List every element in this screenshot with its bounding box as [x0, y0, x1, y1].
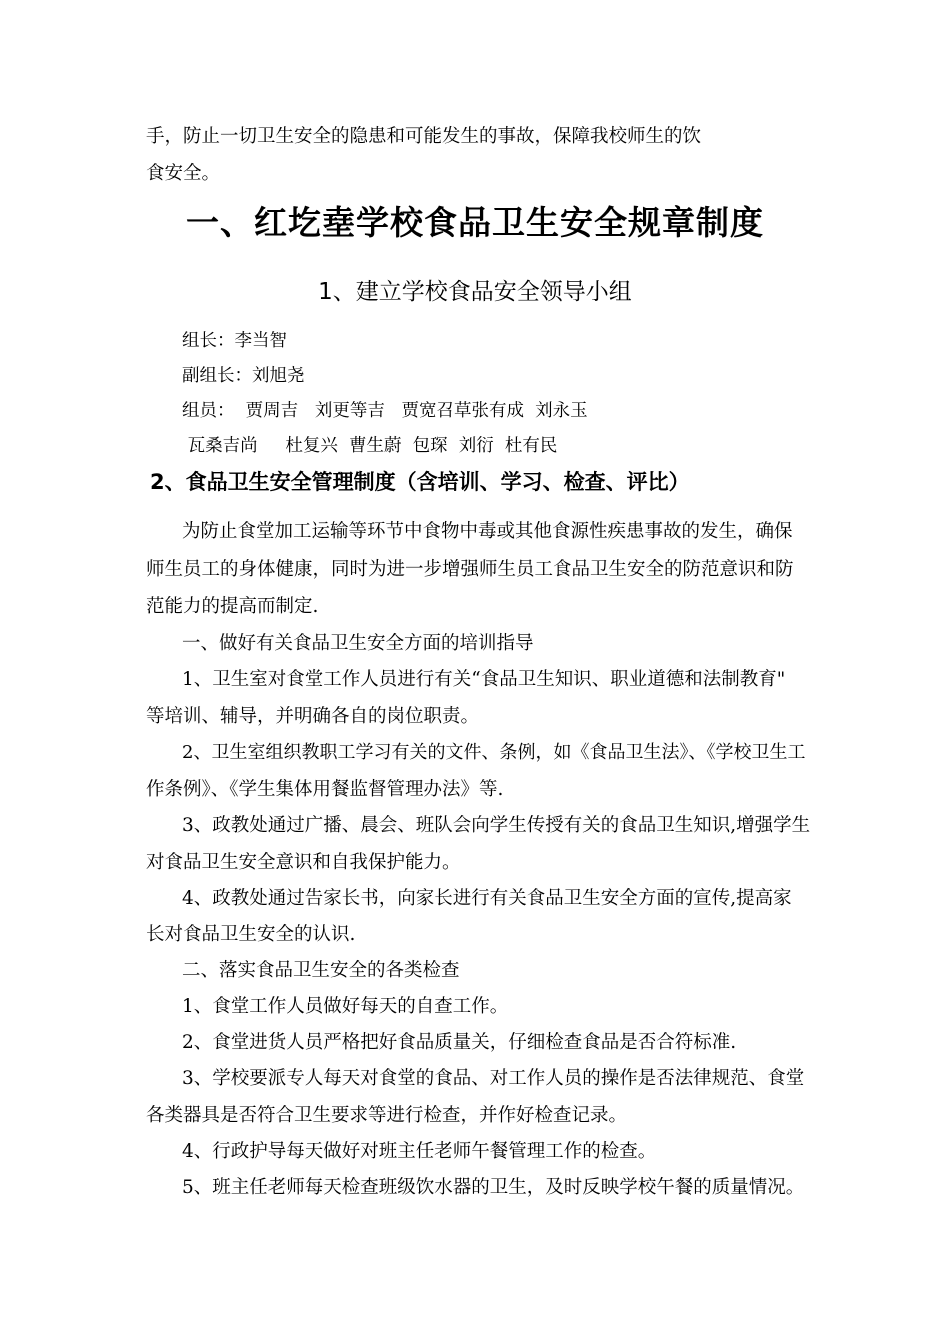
training-item-4-line-2: 长对食品卫生安全的认识.	[146, 924, 356, 945]
purpose-line-1: 为防止食堂加工运输等环节中食物中毒或其他食源性疾患事故的发生，确保	[182, 521, 793, 542]
check-item-1: 1、食堂工作人员做好每天的自查工作。	[182, 996, 509, 1017]
training-item-4-line-1: 4、政教处通过告家长书，向家长进行有关食品卫生安全方面的宣传,提高家	[182, 888, 792, 909]
purpose-line-3: 范能力的提高而制定.	[146, 596, 319, 617]
main-heading: 一、红圪㙓学校食品卫生安全规章制度	[186, 203, 764, 242]
group-members-line-2: 瓦桑吉尚 杜复兴 曹生蔚 包琛 刘衍 杜有民	[182, 436, 558, 456]
part1-title: 一、做好有关食品卫生安全方面的培训指导	[182, 633, 534, 654]
section1-heading: 1、建立学校食品安全领导小组	[318, 279, 632, 305]
section2-heading: 2、食品卫生安全管理制度（含培训、学习、检查、评比）	[150, 470, 690, 494]
check-item-4: 4、行政护导每天做好对班主任老师午餐管理工作的检查。	[182, 1141, 657, 1162]
training-item-1-line-1: 1、卫生室对食堂工作人员进行有关“食品卫生知识、职业道德和法制教育"	[182, 669, 786, 690]
group-deputy: 副组长：刘旭尧	[182, 366, 305, 386]
group-members-line-1: 组员： 贾周吉 刘更等吉 贾宽召草张有成 刘永玉	[182, 401, 588, 421]
intro-line-2: 食安全。	[146, 163, 221, 184]
part2-title: 二、落实食品卫生安全的各类检查	[182, 960, 460, 981]
check-item-2: 2、食堂进货人员严格把好食品质量关，仔细检查食品是否合符标准.	[182, 1032, 737, 1053]
purpose-line-2: 师生员工的身体健康，同时为进一步增强师生员工食品卫生安全的防范意识和防	[146, 559, 794, 580]
training-item-3-line-1: 3、政教处通过广播、晨会、班队会向学生传授有关的食品卫生知识,增强学生	[182, 815, 811, 836]
intro-line-1: 手，防止一切卫生安全的隐患和可能发生的事故，保障我校师生的饮	[146, 126, 702, 147]
check-item-5: 5、班主任老师每天检查班级饮水器的卫生，及时反映学校午餐的质量情况。	[182, 1177, 805, 1198]
check-item-3-line-1: 3、学校要派专人每天对食堂的食品、对工作人员的操作是否法律规范、食堂	[182, 1068, 805, 1089]
training-item-2-line-2: 作条例》、《学生集体用餐监督管理办法》等.	[146, 779, 504, 800]
group-leader: 组长：李当智	[182, 331, 287, 351]
training-item-2-line-1: 2、卫生室组织教职工学习有关的文件、条例，如《食品卫生法》、《学校卫生工	[182, 742, 806, 763]
check-item-3-line-2: 各类器具是否符合卫生要求等进行检查，并作好检查记录。	[146, 1105, 628, 1126]
training-item-1-line-2: 等培训、辅导，并明确各自的岗位职责。	[146, 706, 480, 727]
training-item-3-line-2: 对食品卫生安全意识和自我保护能力。	[146, 852, 461, 873]
